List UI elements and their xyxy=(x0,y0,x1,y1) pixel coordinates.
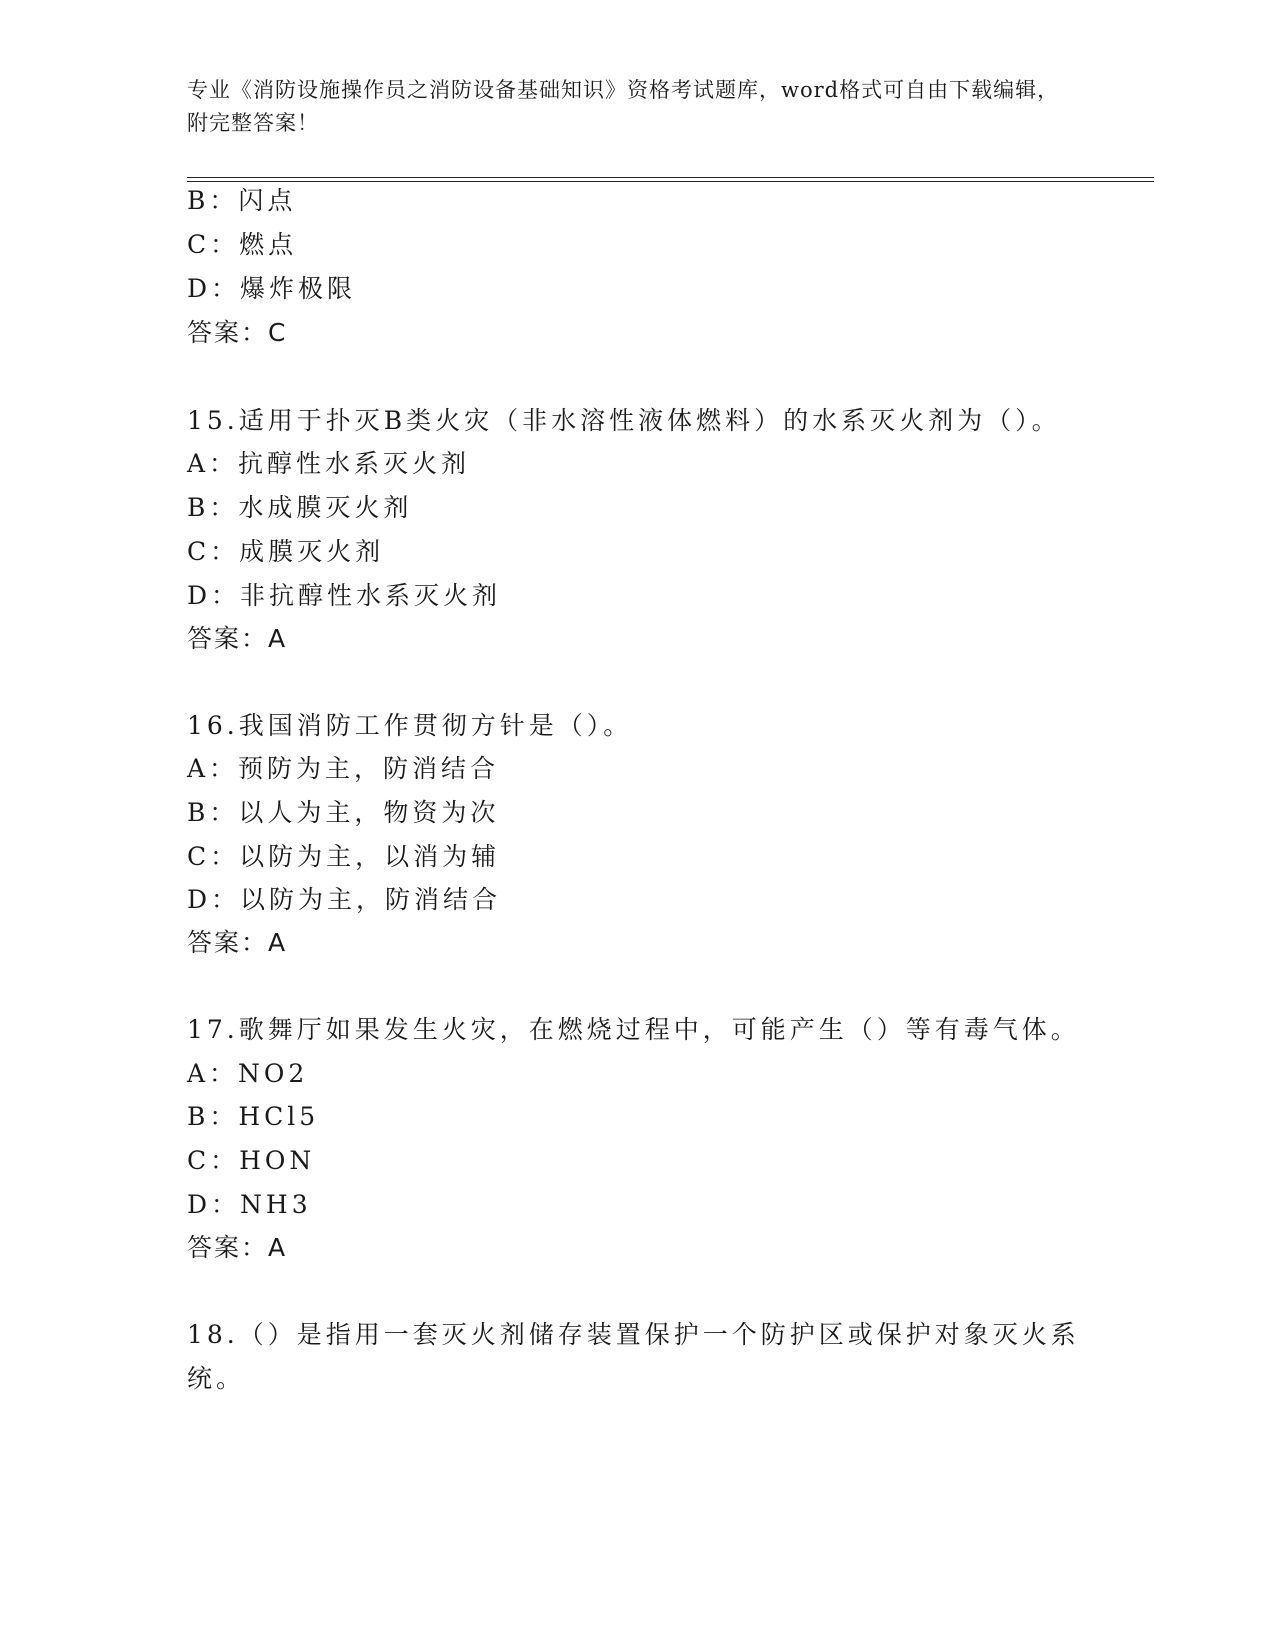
q17-option-a: A：NO2 xyxy=(187,1059,309,1088)
q16-option-c: C：以防为主，以消为辅 xyxy=(187,842,501,871)
q16-answer: 答案：A xyxy=(187,928,288,957)
q16-option-d: D：以防为主，防消结合 xyxy=(187,885,502,914)
q15-option-d: D：非抗醇性水系灭火剂 xyxy=(187,581,502,610)
q14-answer: 答案：C xyxy=(187,318,288,347)
q18-question-line2: 统。 xyxy=(187,1364,246,1393)
q17-question: 17.歌舞厅如果发生火灾，在燃烧过程中，可能产生（）等有毒气体。 xyxy=(187,1015,1080,1044)
q15-question: 15.适用于扑灭B类火灾（非水溶性液体燃料）的水系灭火剂为（）。 xyxy=(187,406,1061,435)
q15-answer: 答案：A xyxy=(187,624,288,653)
q16-option-a: A：预防为主，防消结合 xyxy=(187,754,500,783)
q17-option-c: C：HON xyxy=(187,1146,316,1175)
q15-option-b: B：水成膜灭火剂 xyxy=(187,493,413,522)
q17-option-d: D：NH3 xyxy=(187,1190,312,1219)
header-divider xyxy=(187,177,1154,182)
q14-option-b: B：闪点 xyxy=(187,186,297,215)
q15-option-c: C：成膜灭火剂 xyxy=(187,537,385,566)
document-header: 专业《消防设施操作员之消防设备基础知识》资格考试题库，word格式可自由下载编辑，附完整答案！ xyxy=(187,78,1060,135)
q15-option-a: A：抗醇性水系灭火剂 xyxy=(187,449,471,478)
q14-option-c: C：燃点 xyxy=(187,230,298,259)
q14-option-d: D：爆炸极限 xyxy=(187,274,357,303)
q17-answer: 答案：A xyxy=(187,1233,288,1262)
q16-question: 16.我国消防工作贯彻方针是（）。 xyxy=(187,711,633,740)
q17-option-b: B：HCl5 xyxy=(187,1102,320,1131)
q18-question-line1: 18.（）是指用一套灭火剂储存装置保护一个防护区或保护对象灭火系 xyxy=(187,1320,1080,1349)
q16-option-b: B：以人为主，物资为次 xyxy=(187,798,500,827)
